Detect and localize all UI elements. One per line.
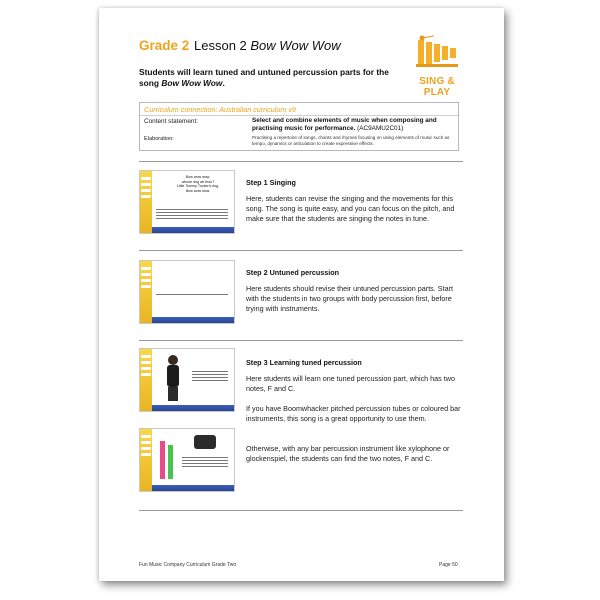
performer-figure bbox=[160, 353, 186, 403]
lesson-song-title: Bow Wow Wow bbox=[250, 38, 341, 53]
section-divider bbox=[139, 161, 463, 162]
step-2-text: Here students should revise their untuned percussion parts. Start with the students in two groups with body percussion first, before trying with instruments. bbox=[246, 284, 453, 313]
footer-title: Fun Music Company Curriculum Grade Two bbox=[139, 562, 237, 568]
step-3-thumbnail-a bbox=[139, 348, 235, 412]
thumb-sidebar bbox=[140, 171, 152, 233]
boomwhacker-tube bbox=[168, 445, 173, 479]
step-3-text-3: Otherwise, with any bar percussion instrument like xylophone or glockenspiel, the students can find the two notes, F and C. bbox=[246, 444, 450, 463]
thumb-sidebar bbox=[140, 261, 152, 323]
performer-hands bbox=[194, 435, 216, 449]
step-1-title: Step 1 Singing bbox=[246, 178, 296, 187]
elaboration-label: Elaboration: bbox=[144, 136, 174, 142]
boomwhacker-tube bbox=[160, 441, 165, 479]
step-2-title: Step 2 Untuned percussion bbox=[246, 268, 340, 277]
sing-and-play-logo bbox=[414, 34, 460, 96]
step-2-thumbnail bbox=[139, 260, 235, 324]
xylophone-logo-icon bbox=[414, 34, 460, 76]
logo-text: SING & PLAY bbox=[419, 76, 455, 98]
rhythm-staff bbox=[156, 289, 228, 301]
curriculum-divider bbox=[140, 115, 458, 116]
music-staff bbox=[156, 209, 228, 221]
step-1-text: Here, students can revise the singing and the movements for this song. The song is quite easy, and you can focus on the pitch, and make sure that the students are singing the notes in tune. bbox=[246, 194, 455, 223]
elaboration-text: Practising a repertoire of songs, chants and rhymes focusing on using elements of music such as tempo, dynamics or articulation to create expressive effects. bbox=[252, 135, 450, 146]
lesson-intro: Students will learn tuned and untuned percussion parts for the song Bow Wow Wow. bbox=[139, 67, 389, 88]
section-divider bbox=[139, 510, 463, 511]
curriculum-title: Curriculum connection: Australian curriculum v9 bbox=[144, 105, 296, 114]
content-statement-text: Select and combine elements of music when composing and practising music for performance. (AC9AMU2C01) bbox=[252, 117, 437, 132]
step-3-text-1: Here students will learn one tuned percussion part, which has two notes, F and C. bbox=[246, 374, 455, 393]
thumb-sidebar bbox=[140, 349, 152, 411]
grade-label: Grade 2 bbox=[139, 38, 190, 53]
curriculum-box bbox=[139, 102, 459, 151]
thumb-nav-bar bbox=[152, 317, 234, 323]
thumb-sidebar bbox=[140, 429, 152, 491]
worksheet-page bbox=[99, 8, 504, 581]
thumb-nav-bar bbox=[152, 227, 234, 233]
lesson-title: Lesson 2 Bow Wow Wow bbox=[194, 38, 341, 53]
section-divider bbox=[139, 340, 463, 341]
section-divider bbox=[139, 250, 463, 251]
thumb-lyrics: Bow wow wow, whose dog art thou? Little Tommy Tucker's dog, Bow wow wow. bbox=[176, 175, 220, 193]
content-statement-label: Content statement: bbox=[144, 118, 198, 125]
step-3-text-2: If you have Boomwhacker pitched percussion tubes or coloured bar instruments, this song is a great opportunity to use them. bbox=[246, 404, 461, 423]
music-staff bbox=[192, 371, 228, 383]
step-1-thumbnail bbox=[139, 170, 235, 234]
music-staff bbox=[182, 457, 228, 469]
page-number: Page 50 bbox=[439, 562, 458, 568]
thumb-nav-bar bbox=[152, 485, 234, 491]
thumb-nav-bar bbox=[152, 405, 234, 411]
step-3-thumbnail-b bbox=[139, 428, 235, 492]
step-3-title: Step 3 Learning tuned percussion bbox=[246, 358, 362, 367]
curriculum-code: (AC9AMU2C01) bbox=[357, 125, 404, 132]
